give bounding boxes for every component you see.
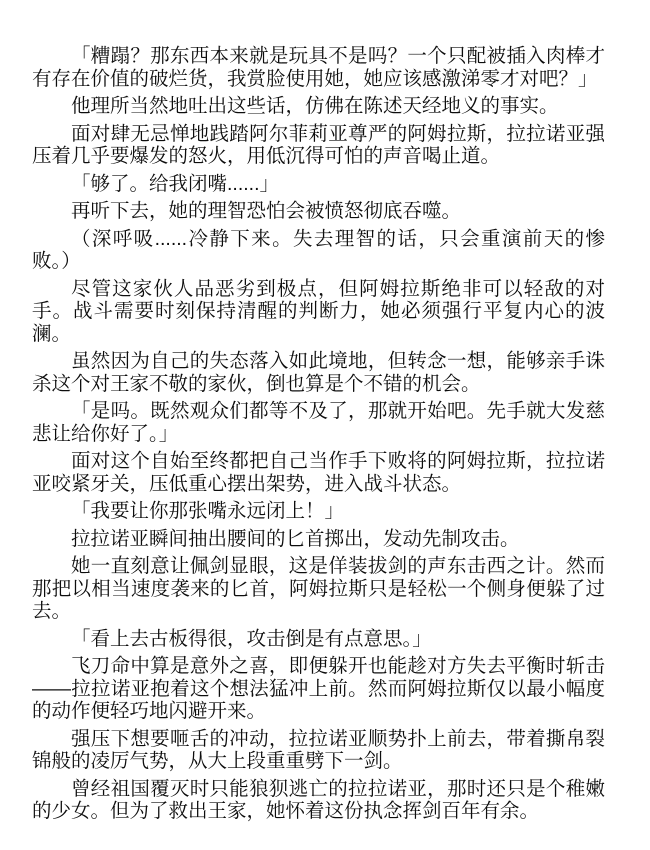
paragraph: 她一直刻意让佩剑显眼，这是佯装拔剑的声东击西之计。然而那把以相当速度袭来的匕首，阿姆拉斯只是轻松一个侧身便躲了过去。 bbox=[32, 555, 605, 622]
paragraph: 面对肆无忌惮地践踏阿尔菲莉亚尊严的阿姆拉斯，拉拉诺亚强压着几乎要爆发的怒火，用低沉得可怕的声音喝止道。 bbox=[32, 122, 605, 167]
paragraph: 「糟蹋？那东西本来就是玩具不是吗？一个只配被插入肉棒才有存在价值的破烂货，我赏脸使用她，她应该感激涕零才对吧？」 bbox=[32, 45, 605, 90]
paragraph: 「看上去古板得很，攻击倒是有点意思。」 bbox=[71, 627, 432, 650]
paragraph: 拉拉诺亚瞬间抽出腰间的匕首掷出，发动先制攻击。 bbox=[71, 527, 520, 550]
paragraph: 他理所当然地吐出这些话，仿佛在陈述天经地义的事实。 bbox=[71, 95, 559, 117]
paragraph: 「够了。给我闭嘴......」 bbox=[71, 172, 280, 195]
paragraph: 曾经祖国覆灭时只能狼狈逃亡的拉拉诺亚，那时还只是个稚嫩的少女。但为了救出王家，她怀着这份执念挥剑百年有余。 bbox=[32, 777, 605, 822]
text-column bbox=[32, 45, 605, 823]
paragraph: 飞刀命中算是意外之喜，即便躲开也能趁对方失去平衡时斩击——拉拉诺亚抱着这个想法猛冲上前。然而阿姆拉斯仅以最小幅度的动作便轻巧地闪避开来。 bbox=[32, 655, 605, 722]
paragraph: 「是吗。既然观众们都等不及了，那就开始吧。先手就大发慈悲让给你好了。」 bbox=[32, 400, 605, 445]
paragraph: 「我要让你那张嘴永远闭上！」 bbox=[71, 500, 345, 522]
paragraph: 强压下想要咂舌的冲动，拉拉诺亚顺势扑上前去，带着撕帛裂锦般的凌厉气势，从大上段重重劈下一剑。 bbox=[32, 727, 605, 772]
paragraph: （深呼吸......冷静下来。失去理智的话，只会重演前天的惨败。） bbox=[32, 227, 605, 272]
paragraph: 面对这个自始至终都把自己当作手下败将的阿姆拉斯，拉拉诺亚咬紧牙关，压低重心摆出架势，进入战斗状态。 bbox=[32, 450, 605, 495]
paragraph: 再听下去，她的理智恐怕会被愤怒彻底吞噬。 bbox=[71, 200, 462, 222]
paragraph: 虽然因为自己的失态落入如此境地，但转念一想，能够亲手诛杀这个对王家不敬的家伙，倒也算是个不错的机会。 bbox=[32, 350, 605, 395]
paragraph: 尽管这家伙人品恶劣到极点，但阿姆拉斯绝非可以轻敌的对手。战斗需要时刻保持清醒的判断力，她必须强行平复内心的波澜。 bbox=[32, 277, 605, 345]
